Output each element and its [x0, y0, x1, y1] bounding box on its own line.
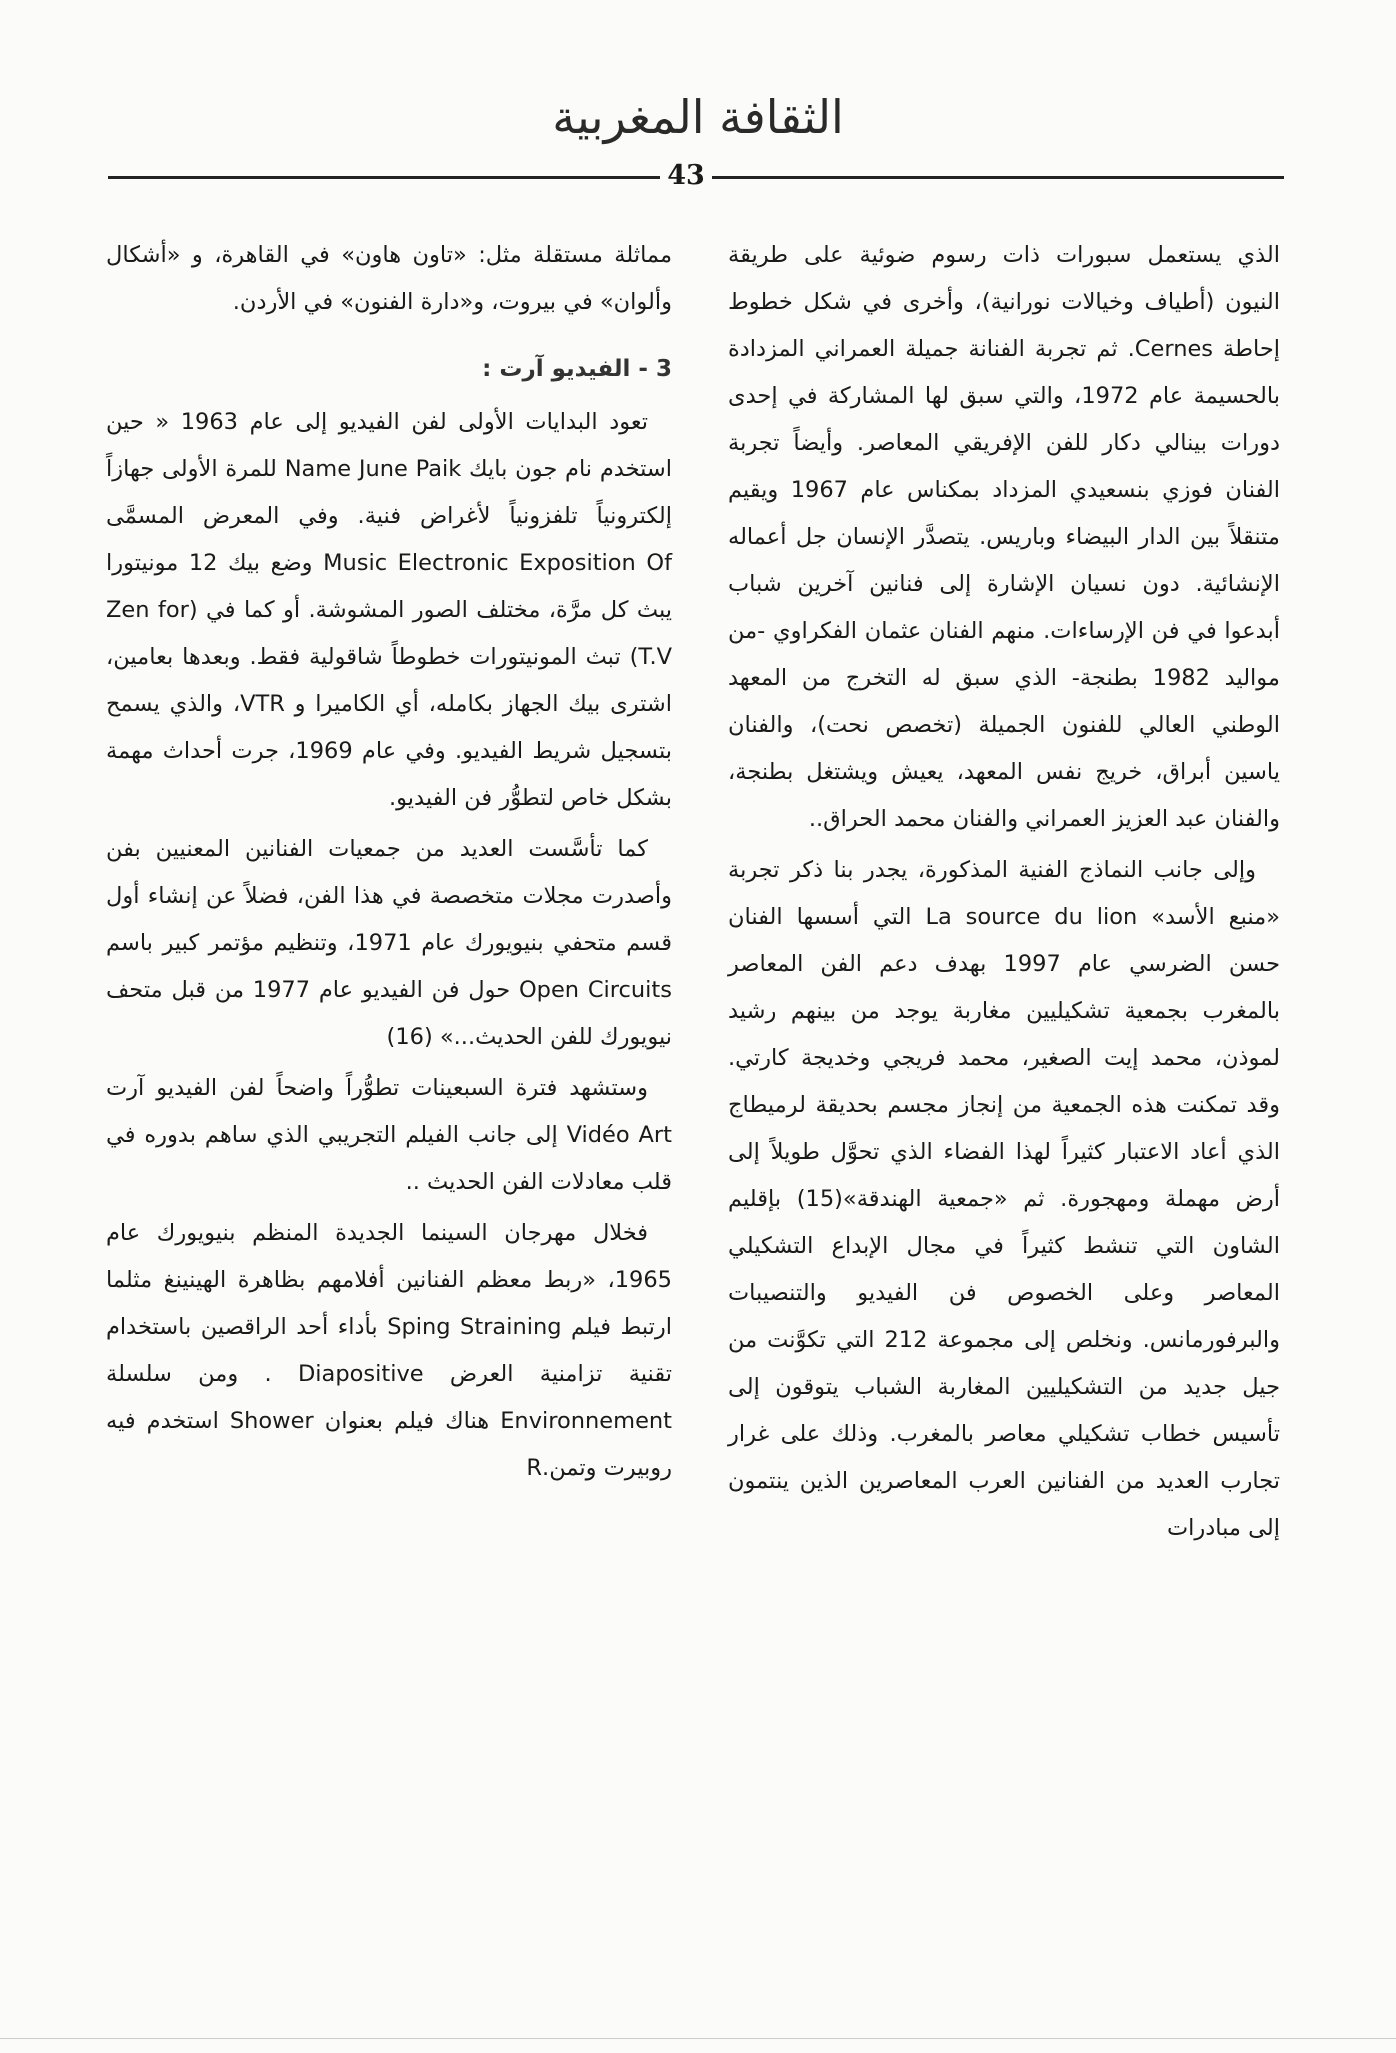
- section-heading-video-art: 3 - الفيديو آرت :: [482, 356, 672, 382]
- left-paragraph-2: كما تأسَّست العديد من جمعيات الفنانين المعنيين بفن وأصدرت مجلات متخصصة في هذا الفن، فضلاً عن إنشاء أول قسم متحفي بنيويورك عام 1971، وتنظيم مؤتمر كبير باسم Open Circuits حول فن الفيديو عام 1977 من قبل متحف نيويورك للفن الحديث...» (16): [106, 836, 672, 1050]
- magazine-title: الثقافة المغربية: [552, 90, 844, 144]
- left-paragraph-4: فخلال مهرجان السينما الجديدة المنظم بنيويورك عام 1965، «ربط معظم الفنانين أفلامهم بظاهرة الهينينغ مثلما ارتبط فيلم Sping Straining بأداء أحد الراقصين باستخدام تقنية تزامنية العرض Diapositive . ومن سلسلة Environnement هناك فيلم بعنوان Shower استخدم فيه روبيرت وتمن.R: [106, 1220, 672, 1481]
- right-column: [728, 232, 1280, 1556]
- header-rule-right: [712, 176, 1284, 179]
- right-paragraph-2: وإلى جانب النماذج الفنية المذكورة، يجدر بنا ذكر تجربة «منبع الأسد» La source du lion التي أسسها الفنان حسن الضرسي عام 1997 بهدف دعم الفن المعاصر بالمغرب بجمعية تشكيليين مغاربة يوجد من بينهم رشيد لموذن، محمد إيت الصغير، محمد فريجي وخديجة كارتي. وقد تمكنت هذه الجمعية من إنجاز مجسم بحديقة لرميطاج الذي أعاد الاعتبار كثيراً لهذا الفضاء الذي تحوَّل طويلاً إلى أرض مهملة ومهجورة. ثم «جمعية الهندقة»(15) بإقليم الشاون التي تنشط كثيراً في مجال الإبداع التشكيلي المعاصر وعلى الخصوص فن الفيديو والتنصيبات والبرفورمانس. ونخلص إلى مجموعة 212 التي تكوَّنت من جيل جديد من التشكيليين المغاربة الشباب يتوقون إلى تأسيس خطاب تشكيلي معاصر بالمغرب. وذلك على غرار تجارب العديد من الفنانين العرب المعاصرين الذين ينتمون إلى مبادرات: [728, 857, 1280, 1541]
- left-paragraph-1: تعود البدايات الأولى لفن الفيديو إلى عام 1963 « حين استخدم نام جون بايك Name June Paik للمرة الأولى جهازاً إلكترونياً تلفزونياً لأغراض فنية. وفي المعرض المسمَّى Music Electronic Exposition Of وضع بيك 12 مونيتورا يبث كل مرَّة، مختلف الصور المشوشة. أو كما في (Zen for T.V) تبث المونيتورات خطوطاً شاقولية فقط. وبعدها بعامين، اشترى بيك الجهاز بكامله، أي الكاميرا و VTR، والذي يسمح بتسجيل شريط الفيديو. وفي عام 1969، جرت أحداث مهمة بشكل خاص لتطوُّر فن الفيديو.: [106, 409, 673, 811]
- left-column: [106, 232, 672, 1496]
- left-intro-paragraph: مماثلة مستقلة مثل: «تاون هاون» في القاهرة، و «أشكال وألوان» في بيروت، و«دارة الفنون» في الأردن.: [106, 242, 672, 315]
- right-paragraph-1: الذي يستعمل سبورات ذات رسوم ضوئية على طريقة النيون (أطياف وخيالات نورانية)، وأخرى في شكل خطوط إحاطة Cernes. ثم تجربة الفنانة جميلة العمراني المزدادة بالحسيمة عام 1972، والتي سبق لها المشاركة في إحدى دورات بينالي دكار للفن الإفريقي المعاصر. وأيضاً تجربة الفنان فوزي بنسعيدي المزداد بمكناس عام 1967 ويقيم متنقلاً بين الدار البيضاء وباريس. يتصدَّر الإنسان جل أعماله الإنشائية. دون نسيان الإشارة إلى فنانين آخرين شباب أبدعوا في فن الإرساءات. منهم الفنان عثمان الفكراوي -من مواليد 1982 بطنجة- الذي سبق له التخرج من المعهد الوطني العالي للفنون الجميلة (تخصص نحت)، والفنان ياسين أبراق، خريج نفس المعهد، يعيش ويشتغل بطنجة، والفنان عبد العزيز العمراني والفنان محمد الحراق..: [728, 242, 1281, 832]
- left-paragraph-3: وستشهد فترة السبعينات تطوُّراً واضحاً لفن الفيديو آرت Vidéo Art إلى جانب الفيلم التجريبي الذي ساهم بدوره في قلب معادلات الفن الحديث ..: [106, 1075, 673, 1195]
- header-rule-left: [108, 176, 660, 179]
- scan-edge-line: [0, 2038, 1396, 2039]
- page-number: 43: [667, 160, 705, 191]
